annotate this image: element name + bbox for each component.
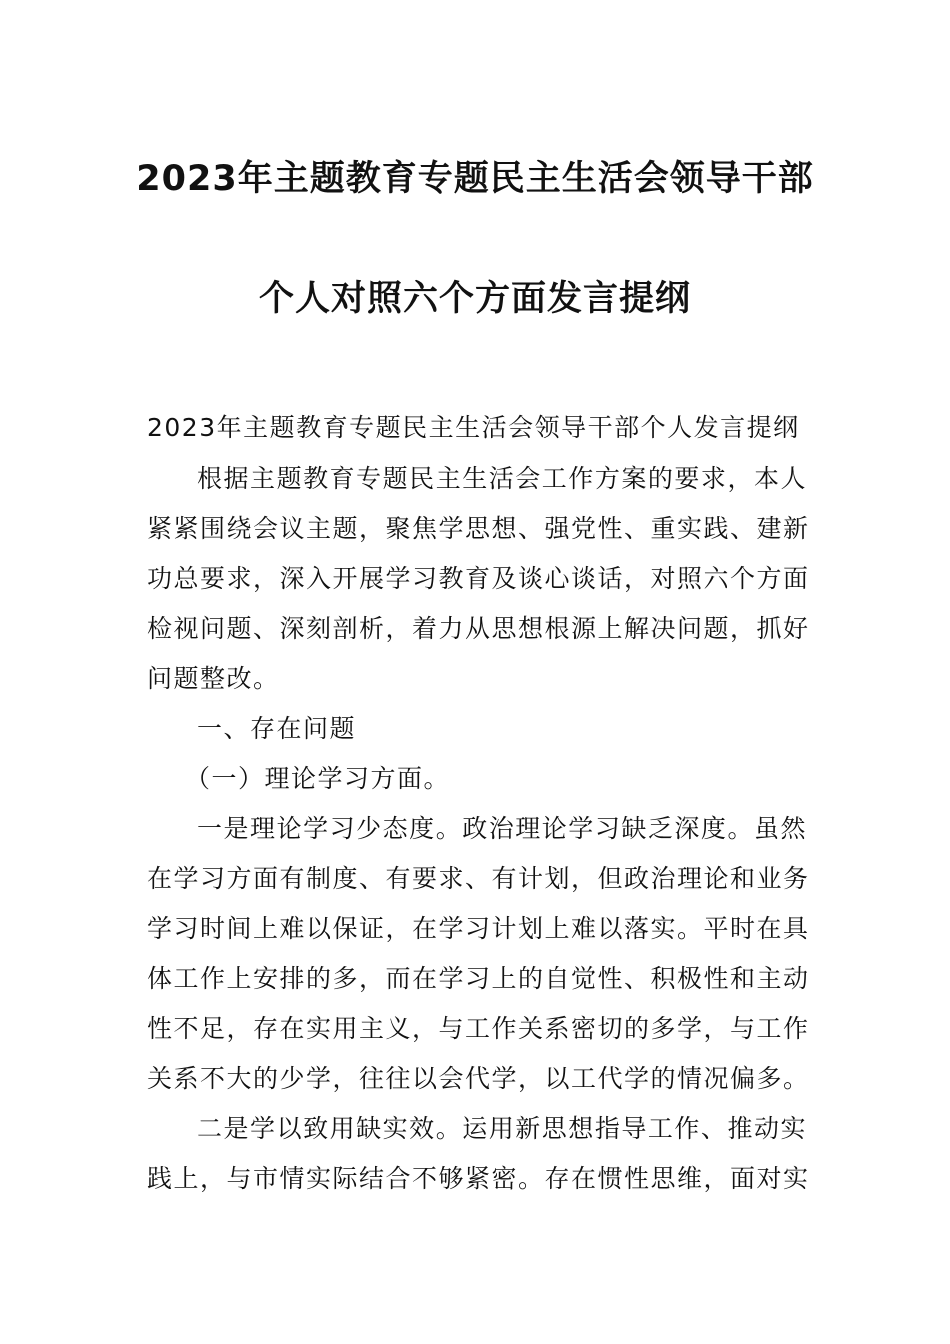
- paragraph-line: 体工作上安排的多，而在学习上的自觉性、积极性和主动: [147, 964, 810, 993]
- section-heading: 一、存在问题: [197, 714, 357, 743]
- document-subtitle: 2023年主题教育专题民主生活会领导干部个人发言提纲: [147, 413, 800, 442]
- intro-line: 紧紧围绕会议主题，聚焦学思想、强党性、重实践、建新: [147, 514, 810, 543]
- subsection-heading: （一）理论学习方面。: [185, 764, 451, 793]
- paragraph-line: 学习时间上难以保证，在学习计划上难以落实。平时在具: [147, 914, 810, 943]
- paragraph-line: 关系不大的少学，往往以会代学，以工代学的情况偏多。: [147, 1064, 810, 1093]
- intro-line: 检视问题、深刻剖析，着力从思想根源上解决问题，抓好: [147, 614, 810, 643]
- paragraph-line: 在学习方面有制度、有要求、有计划，但政治理论和业务: [147, 864, 810, 893]
- intro-line: 问题整改。: [147, 664, 280, 693]
- paragraph-line: 践上，与市情实际结合不够紧密。存在惯性思维，面对实: [147, 1164, 810, 1193]
- paragraph-line: 一是理论学习少态度。政治理论学习缺乏深度。虽然: [197, 814, 807, 843]
- paragraph-line: 二是学以致用缺实效。运用新思想指导工作、推动实: [197, 1114, 807, 1143]
- intro-line: 根据主题教育专题民主生活会工作方案的要求，本人: [197, 464, 807, 493]
- intro-line: 功总要求，深入开展学习教育及谈心谈话，对照六个方面: [147, 564, 810, 593]
- document-title-line-2: 个人对照六个方面发言提纲: [258, 279, 691, 319]
- paragraph-line: 性不足，存在实用主义，与工作关系密切的多学，与工作: [147, 1014, 810, 1043]
- document-title-line-1: 2023年主题教育专题民主生活会领导干部: [136, 159, 814, 199]
